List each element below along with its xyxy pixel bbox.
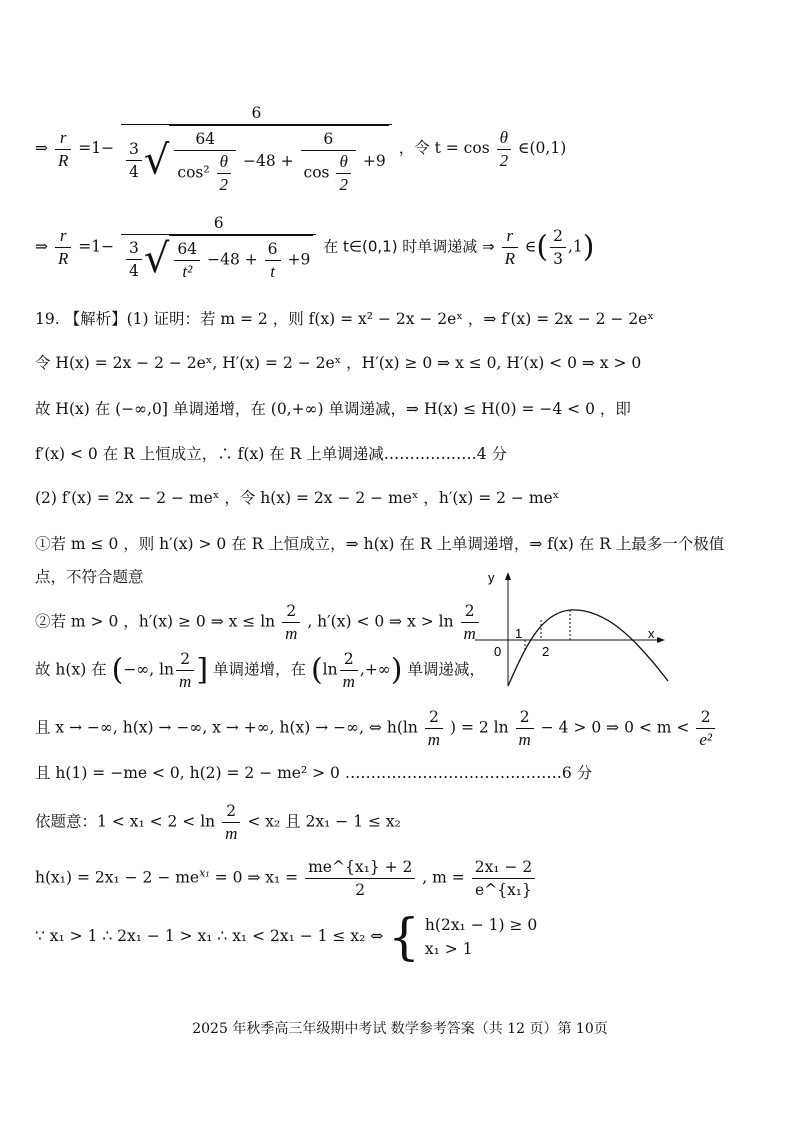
solution-line-5: 故 H(x) 在 (−∞,0] 单调递增，在 (0,+∞) 单调递减，⇒ H(x) ≤ H(0) = −4 < 0 ，即 — [35, 400, 631, 418]
y-label: y — [488, 570, 495, 585]
equation-system: h(2x₁ − 1) ≥ 0 x₁ > 1 — [424, 916, 538, 958]
solution-line-12: 且 x → −∞, h(x) → −∞, x → +∞, h(x) → −∞, ⇔ h(ln $\frac{2}{m}$ ) = 2 ln $\frac{2}{m}$ − 4 > 0 ⇒ 0 < m < $\frac{2}{\text{e²}}$ — [35, 706, 717, 751]
big-fraction-2: 6 $\frac{3}{4}$ √ $\frac{64}{\text{t²}}$ −48 + $\frac{6}{t}$ +9 — [121, 212, 316, 283]
solution-line-2: ⇒ $\frac{r}{R}$ =1− 6 $\frac{3}{4}$ √ $\frac{64}{\text{t²}}$ −48 + $\frac{6}{t}$ +9 在 t∈(0,1) 时单调递减 ⇒ $\frac{r}{R}$ ∈( $\frac{2}{3}$ ,1) — [35, 214, 595, 282]
tick-1-label: 1 — [515, 626, 523, 641]
tick-2-label: 2 — [542, 644, 550, 659]
solution-line-7: (2) f′(x) = 2x − 2 − meˣ ，令 h(x) = 2x − 2 − meˣ ，h′(x) = 2 − meˣ — [35, 489, 560, 507]
solution-line-8: ①若 m ≤ 0 ，则 h′(x) > 0 在 R 上恒成立，⇒ h(x) 在 R 上单调递增，⇒ f(x) 在 R 上最多一个极值 — [35, 535, 725, 553]
x-label: x — [648, 626, 655, 641]
y-axis-arrow — [505, 572, 511, 580]
curve — [508, 610, 668, 686]
origin-label: 0 — [494, 644, 502, 659]
solution-line-14: 依题意：1 < x₁ < 2 < ln $\frac{2}{m}$ < x₂ 且 2x₁ − 1 ≤ x₂ — [35, 802, 401, 843]
solution-line-4: 令 H(x) = 2x − 2 − 2eˣ, H′(x) = 2 − 2eˣ ，H′(x) ≥ 0 ⇒ x ≤ 0, H′(x) < 0 ⇒ x > 0 — [35, 354, 642, 372]
fraction-r-over-R: $\frac{r}{R}$ — [55, 127, 71, 172]
page-footer: 2025 年秋季高三年级期中考试 数学参考答案（共 12 页）第 10页 — [192, 1021, 608, 1037]
solution-line-16: ∵ x₁ > 1 ∴ 2x₁ − 1 > x₁ ∴ x₁ < 2x₁ − 1 ≤ x₂ ⇔ { h(2x₁ − 1) ≥ 0 x₁ > 1 — [35, 908, 538, 966]
solution-line-11: 故 h(x) 在 (−∞, ln $\frac{2}{m}$ ] 单调递增，在 (ln $\frac{2}{m}$ ,+∞) 单调递减， — [35, 650, 485, 691]
solution-line-1: ⇒ $\frac{r}{R}$ =1− 6 $\frac{3}{4}$ √ 64 cos² $\frac{\theta}{2}$ −48 + 6 cos $\frac{\theta}{2}$ +9 ，令 t = cos $\frac{\theta}{2}$ ∈(0,1) — [35, 104, 567, 194]
big-fraction: 6 $\frac{3}{4}$ √ 64 cos² $\frac{\theta}{2}$ −48 + 6 cos $\frac{\theta}{2}$ +9 — [121, 102, 392, 196]
function-graph — [470, 568, 675, 688]
solution-line-13: 且 h(1) = −me < 0, h(2) = 2 − me² > 0 ……………………………………6 分 — [35, 764, 593, 782]
solution-line-9: 点，不符合题意 — [35, 568, 144, 586]
x-axis-arrow — [657, 637, 665, 643]
solution-line-10: ②若 m > 0 ，h′(x) ≥ 0 ⇒ x ≤ ln $\frac{2}{m}$ , h′(x) < 0 ⇒ x > ln $\frac{2}{m}$ — [35, 600, 481, 645]
solution-line-3: 19. 【解析】(1) 证明：若 m = 2 ，则 f(x) = x² − 2x − 2eˣ ，⇒ f′(x) = 2x − 2 − 2eˣ — [35, 310, 654, 328]
solution-line-6: f′(x) < 0 在 R 上恒成立，∴ f(x) 在 R 上单调递减………………4 分 — [35, 445, 507, 463]
solution-line-15: $h(x_1) = 2x_1 - 2 - me^{x_1} = 0$ ⇒ x₁ = $\frac{\text{me\textasciicircum{}\{x₁\} + 2}}{2}$ , m = $\frac{\text{2x₁ − 2}}{\text{e\textasciicircum{}\{x₁\}}}$ — [35, 856, 537, 901]
